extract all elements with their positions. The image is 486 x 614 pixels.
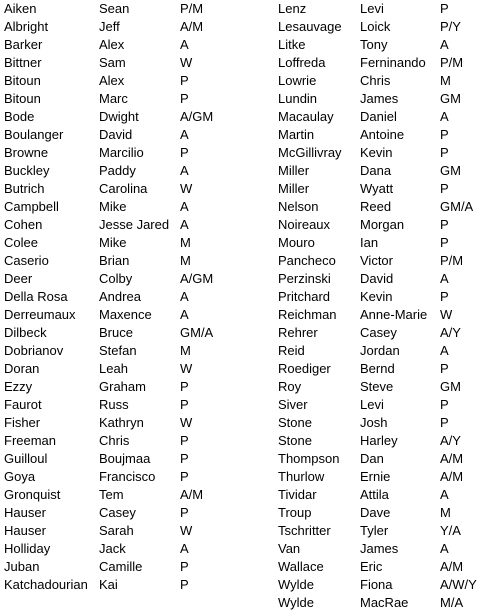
last-name-cell: Della Rosa (4, 289, 68, 304)
last-name-cell: Ezzy (4, 379, 33, 394)
first-name-cell: Francisco (99, 469, 156, 484)
first-name-cell: Loick (360, 19, 391, 34)
last-name-cell: Miller (278, 163, 310, 178)
last-name-cell: McGillivray (278, 145, 342, 160)
first-name-cell: Mike (99, 235, 127, 250)
role-code-cell: W (180, 55, 193, 70)
first-name-cell: Daniel (360, 109, 397, 124)
role-code-cell: M (440, 505, 451, 520)
last-name-cell: Bode (4, 109, 35, 124)
first-name-cell: Steve (360, 379, 394, 394)
first-name-cell: Harley (360, 433, 398, 448)
last-name-cell: Wylde (278, 577, 315, 592)
role-code-cell: A (180, 307, 189, 322)
role-code-cell: W (440, 307, 453, 322)
role-code-cell: A/W/Y (440, 577, 477, 592)
role-code-cell: P (440, 415, 449, 430)
role-code-cell: GM/A (180, 325, 214, 340)
last-name-cell: Barker (4, 37, 43, 52)
last-name-cell: Siver (278, 397, 308, 412)
last-name-cell: Stone (278, 433, 312, 448)
first-name-cell: Sarah (99, 523, 134, 538)
last-name-cell: Pancheco (278, 253, 336, 268)
first-name-cell: Chris (360, 73, 391, 88)
first-name-cell: Sean (99, 1, 130, 16)
last-name-cell: Mouro (278, 235, 315, 250)
first-name-cell: Kai (99, 577, 118, 592)
role-code-cell: A/M (180, 487, 204, 502)
last-name-cell: Aiken (4, 1, 37, 16)
first-name-cell: Levi (360, 1, 384, 16)
first-name-cell: Alex (99, 73, 125, 88)
role-code-cell: A (440, 541, 449, 556)
first-name-cell: Tyler (360, 523, 389, 538)
last-name-cell: Campbell (4, 199, 59, 214)
role-code-cell: GM (440, 163, 461, 178)
last-name-cell: Guilloul (4, 451, 48, 466)
last-name-cell: Deer (4, 271, 33, 286)
role-code-cell: P (180, 397, 189, 412)
role-code-cell: M (440, 73, 451, 88)
role-code-cell: A/Y (440, 433, 461, 448)
first-name-cell: Ian (360, 235, 379, 250)
role-code-cell: P (440, 1, 449, 16)
last-name-cell: Juban (4, 559, 40, 574)
last-name-cell: Pritchard (278, 289, 331, 304)
first-name-cell: Kathryn (99, 415, 144, 430)
first-name-cell: Dwight (99, 109, 139, 124)
last-name-cell: Derreumaux (4, 307, 76, 322)
first-name-cell: Wyatt (360, 181, 394, 196)
first-name-cell: Dave (360, 505, 391, 520)
role-code-cell: P (180, 379, 189, 394)
last-name-cell: Goya (4, 469, 36, 484)
role-code-cell: P/M (440, 55, 464, 70)
first-name-cell: Eric (360, 559, 383, 574)
role-code-cell: P (440, 217, 449, 232)
role-code-cell: A/M (440, 451, 464, 466)
first-name-cell: Victor (360, 253, 393, 268)
role-code-cell: P (180, 469, 189, 484)
role-code-cell: P (440, 397, 449, 412)
role-code-cell: P/M (180, 1, 204, 16)
last-name-cell: Miller (278, 181, 310, 196)
last-name-cell: Boulanger (4, 127, 64, 142)
first-name-cell: Dan (360, 451, 384, 466)
role-code-cell: W (180, 415, 193, 430)
last-name-cell: Tividar (278, 487, 317, 502)
last-name-cell: Dilbeck (4, 325, 47, 340)
last-name-cell: Faurot (4, 397, 42, 412)
last-name-cell: Butrich (4, 181, 45, 196)
role-code-cell: A (180, 289, 189, 304)
first-name-cell: Alex (99, 37, 125, 52)
last-name-cell: Hauser (4, 505, 46, 520)
first-name-cell: Brian (99, 253, 130, 268)
last-name-cell: Wylde (278, 595, 315, 610)
first-name-cell: Ferninando (360, 55, 426, 70)
role-code-cell: GM (440, 379, 461, 394)
role-code-cell: M/A (440, 595, 464, 610)
role-code-cell: A/M (440, 469, 464, 484)
role-code-cell: P (180, 91, 189, 106)
role-code-cell: A (180, 217, 189, 232)
role-code-cell: P (440, 181, 449, 196)
first-name-cell: Levi (360, 397, 384, 412)
role-code-cell: A (180, 163, 189, 178)
first-name-cell: Jordan (360, 343, 400, 358)
last-name-cell: Macaulay (278, 109, 334, 124)
role-code-cell: M (180, 343, 191, 358)
role-code-cell: GM (440, 91, 461, 106)
last-name-cell: Freeman (4, 433, 57, 448)
first-name-cell: MacRae (360, 595, 409, 610)
last-name-cell: Lowrie (278, 73, 317, 88)
last-name-cell: Loffreda (278, 55, 326, 70)
last-name-cell: Thurlow (278, 469, 325, 484)
role-code-cell: M (180, 253, 191, 268)
role-code-cell: P (440, 235, 449, 250)
role-code-cell: A (440, 109, 449, 124)
last-name-cell: Lesauvage (278, 19, 342, 34)
last-name-cell: Gronquist (4, 487, 61, 502)
first-name-cell: Camille (99, 559, 143, 574)
last-name-cell: Lundin (278, 91, 318, 106)
first-name-cell: Stefan (99, 343, 137, 358)
role-code-cell: P (440, 145, 449, 160)
first-name-cell: Leah (99, 361, 128, 376)
last-name-cell: Bittner (4, 55, 42, 70)
first-name-cell: Ernie (360, 469, 391, 484)
role-code-cell: A (440, 37, 449, 52)
last-name-cell: Noireaux (278, 217, 331, 232)
first-name-cell: Anne-Marie (360, 307, 428, 322)
last-name-cell: Troup (278, 505, 312, 520)
first-name-cell: Attila (360, 487, 389, 502)
first-name-cell: James (360, 91, 399, 106)
role-code-cell: A (440, 343, 449, 358)
first-name-cell: Andrea (99, 289, 141, 304)
last-name-cell: Nelson (278, 199, 319, 214)
first-name-cell: Sam (99, 55, 126, 70)
first-name-cell: Marc (99, 91, 128, 106)
last-name-cell: Katchadourian (4, 577, 88, 592)
first-name-cell: Russ (99, 397, 129, 412)
role-code-cell: A (180, 127, 189, 142)
role-code-cell: P (440, 127, 449, 142)
last-name-cell: Caserio (4, 253, 49, 268)
last-name-cell: Rehrer (278, 325, 318, 340)
first-name-cell: Chris (99, 433, 130, 448)
role-code-cell: A/GM (180, 109, 214, 124)
last-name-cell: Martin (278, 127, 315, 142)
role-code-cell: W (180, 523, 193, 538)
role-code-cell: W (180, 361, 193, 376)
first-name-cell: Casey (360, 325, 397, 340)
role-code-cell: GM/A (440, 199, 474, 214)
last-name-cell: Cohen (4, 217, 43, 232)
role-code-cell: P (180, 73, 189, 88)
last-name-cell: Roediger (278, 361, 331, 376)
role-code-cell: P/Y (440, 19, 461, 34)
first-name-cell: Tony (360, 37, 388, 52)
first-name-cell: Marcilio (99, 145, 144, 160)
last-name-cell: Doran (4, 361, 40, 376)
first-name-cell: Morgan (360, 217, 405, 232)
last-name-cell: Tschritter (278, 523, 331, 538)
first-name-cell: Graham (99, 379, 146, 394)
last-name-cell: Lenz (278, 1, 307, 16)
last-name-cell: Wallace (278, 559, 324, 574)
role-code-cell: A/GM (180, 271, 214, 286)
role-code-cell: A (180, 199, 189, 214)
last-name-cell: Fisher (4, 415, 41, 430)
role-code-cell: P (440, 289, 449, 304)
first-name-cell: Dana (360, 163, 392, 178)
role-code-cell: P/M (440, 253, 464, 268)
role-code-cell: A/Y (440, 325, 461, 340)
last-name-cell: Reichman (278, 307, 337, 322)
first-name-cell: Casey (99, 505, 136, 520)
first-name-cell: Colby (99, 271, 133, 286)
first-name-cell: Bruce (99, 325, 133, 340)
last-name-cell: Colee (4, 235, 38, 250)
role-code-cell: P (180, 559, 189, 574)
last-name-cell: Bitoun (4, 73, 41, 88)
role-code-cell: P (180, 145, 189, 160)
first-name-cell: Jack (99, 541, 126, 556)
first-name-cell: Reed (360, 199, 392, 214)
role-code-cell: A (440, 271, 449, 286)
first-name-cell: Fiona (360, 577, 393, 592)
role-code-cell: P (180, 577, 189, 592)
role-code-cell: M (180, 235, 191, 250)
last-name-cell: Holliday (4, 541, 51, 556)
role-code-cell: A (180, 541, 189, 556)
first-name-cell: Kevin (360, 289, 393, 304)
first-name-cell: David (99, 127, 133, 142)
role-code-cell: A/M (180, 19, 204, 34)
first-name-cell: Mike (99, 199, 127, 214)
last-name-cell: Albright (4, 19, 49, 34)
role-code-cell: W (180, 181, 193, 196)
last-name-cell: Browne (4, 145, 49, 160)
last-name-cell: Litke (278, 37, 306, 52)
first-name-cell: Kevin (360, 145, 393, 160)
first-name-cell: Antoine (360, 127, 405, 142)
last-name-cell: Perzinski (278, 271, 331, 286)
role-code-cell: Y/A (440, 523, 461, 538)
first-name-cell: Maxence (99, 307, 152, 322)
last-name-cell: Hauser (4, 523, 46, 538)
role-code-cell: P (440, 361, 449, 376)
last-name-cell: Stone (278, 415, 312, 430)
role-code-cell: A (440, 487, 449, 502)
first-name-cell: Jeff (99, 19, 120, 34)
role-code-cell: A (180, 37, 189, 52)
first-name-cell: Carolina (99, 181, 148, 196)
first-name-cell: Boujmaa (99, 451, 151, 466)
role-code-cell: A/M (440, 559, 464, 574)
last-name-cell: Thompson (278, 451, 340, 466)
last-name-cell: Buckley (4, 163, 50, 178)
first-name-cell: James (360, 541, 399, 556)
last-name-cell: Van (278, 541, 301, 556)
first-name-cell: Tem (99, 487, 124, 502)
last-name-cell: Reid (278, 343, 305, 358)
first-name-cell: Jesse Jared (99, 217, 170, 232)
first-name-cell: Josh (360, 415, 388, 430)
first-name-cell: Bernd (360, 361, 395, 376)
last-name-cell: Dobrianov (4, 343, 64, 358)
role-code-cell: P (180, 451, 189, 466)
last-name-cell: Roy (278, 379, 302, 394)
role-code-cell: P (180, 505, 189, 520)
first-name-cell: David (360, 271, 394, 286)
last-name-cell: Bitoun (4, 91, 41, 106)
role-code-cell: P (180, 433, 189, 448)
first-name-cell: Paddy (99, 163, 136, 178)
